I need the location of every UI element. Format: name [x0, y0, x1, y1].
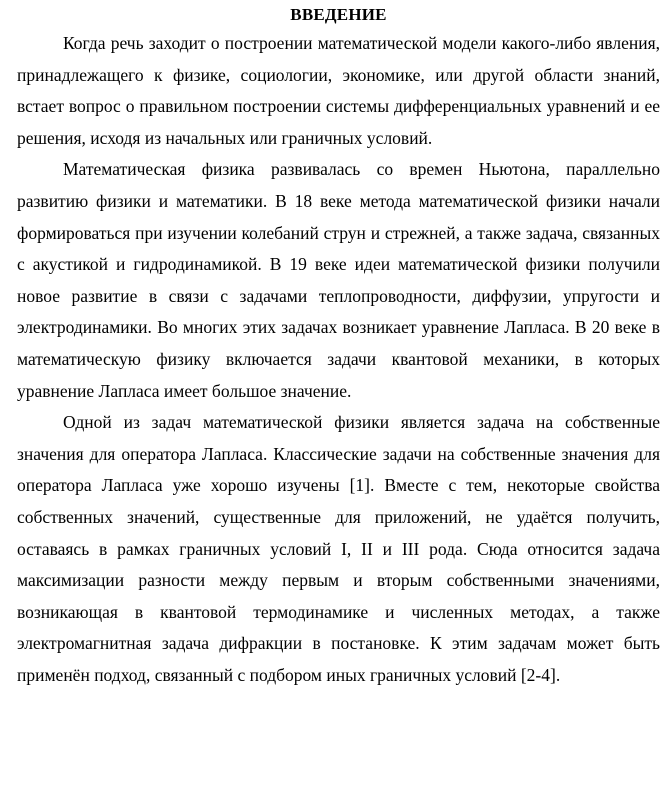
- paragraph-history: Математическая физика развивалась со времен Ньютона, параллельно развитию физики и математики. В 18 веке метода математической физики начали формироваться при изучении колебаний струн и стрежней, а также задача, связанных с акустикой и гидродинамикой. В 19 веке идеи математической физики получили новое развитие в связи с задачами теплопроводности, диффузии, упругости и электродинамики. Во многих этих задачах возникает уравнение Лапласа. В 20 веке в математическую физику включается задачи квантовой механики, в которых уравнение Лапласа имеет большое значение.: [17, 159, 660, 401]
- paragraph-intro: Когда речь заходит о построении математической модели какого-либо явления, принадлежащего к физике, социологии, экономике, или другой области знаний, встает вопрос о правильном построении системы дифференциальных уравнений и ее решения, исходя из начальных или граничных условий.: [17, 33, 660, 148]
- paragraph-laplace-eigenvalues: Одной из задач математической физики является задача на собственные значения для оператора Лапласа. Классические задачи на собственные значения для оператора Лапласа уже хорошо изучены [1]. Вместе с тем, некоторые свойства собственных значений, существенные для приложений, не удаётся получить, оставаясь в рамках граничных условий I, II и III рода. Сюда относится задача максимизации разности между первым и вторым собственными значениями, возникающая в квантовой термодинамике и численных методах, а также электромагнитная задача дифракции в постановке. К этим задачам может быть применён подход, связанный с подбором иных граничных условий [2-4].: [17, 412, 660, 685]
- section-title: ВВЕДЕНИЕ: [290, 5, 387, 24]
